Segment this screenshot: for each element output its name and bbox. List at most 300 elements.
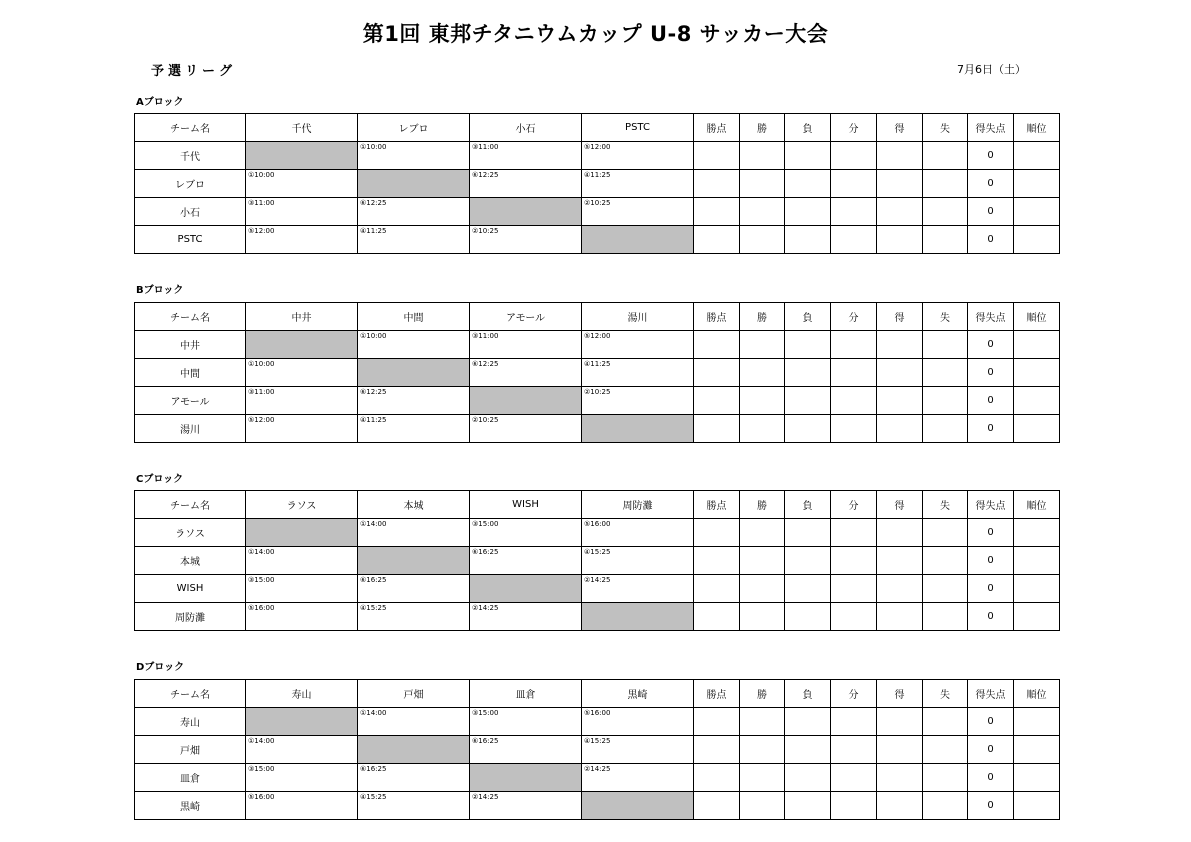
match-time: ⑥12:25 xyxy=(472,171,499,179)
header-stat: 分 xyxy=(831,680,877,708)
match-time: ③11:00 xyxy=(248,199,275,207)
match-cell[interactable] xyxy=(358,331,470,359)
stat-cell[interactable] xyxy=(785,575,831,603)
stat-cell[interactable] xyxy=(740,792,785,820)
team-name-cell: レブロ xyxy=(135,170,246,198)
stat-cell[interactable] xyxy=(740,359,785,387)
header-team-column: 中間 xyxy=(358,303,470,331)
match-cell[interactable] xyxy=(582,170,694,198)
stat-cell[interactable] xyxy=(877,387,923,415)
match-time: ③15:00 xyxy=(472,709,499,717)
header-team-column: 皿倉 xyxy=(470,680,582,708)
header-stat: 勝点 xyxy=(694,303,740,331)
team-row xyxy=(135,415,1060,443)
stat-cell[interactable] xyxy=(923,359,968,387)
match-cell[interactable] xyxy=(582,736,694,764)
stat-cell[interactable] xyxy=(694,142,740,170)
team-row xyxy=(135,764,1060,792)
self-match-cell xyxy=(358,547,470,575)
rank-cell[interactable] xyxy=(1014,764,1060,792)
match-cell[interactable] xyxy=(582,198,694,226)
stat-cell[interactable] xyxy=(877,547,923,575)
match-cell[interactable] xyxy=(246,736,358,764)
header-stat: 勝 xyxy=(740,680,785,708)
header-team-column: PSTC xyxy=(582,114,694,142)
team-name-cell: WISH xyxy=(135,575,246,603)
header-stat: 得 xyxy=(877,114,923,142)
goal-diff-cell: 0 xyxy=(968,359,1014,387)
stat-cell[interactable] xyxy=(877,603,923,631)
stat-cell[interactable] xyxy=(740,331,785,359)
stat-cell[interactable] xyxy=(831,387,877,415)
stat-cell[interactable] xyxy=(831,736,877,764)
match-time: ③11:00 xyxy=(248,388,275,396)
team-name-cell: 小石 xyxy=(135,198,246,226)
match-time: ②14:25 xyxy=(472,604,499,612)
stat-cell[interactable] xyxy=(785,764,831,792)
league-table xyxy=(134,302,1060,443)
header-team-column: 黒崎 xyxy=(582,680,694,708)
rank-cell[interactable] xyxy=(1014,708,1060,736)
goal-diff-cell: 0 xyxy=(968,170,1014,198)
self-match-cell xyxy=(582,226,694,254)
match-cell[interactable] xyxy=(582,764,694,792)
stat-cell[interactable] xyxy=(923,764,968,792)
team-name-cell: 中間 xyxy=(135,359,246,387)
stat-cell[interactable] xyxy=(831,792,877,820)
team-name-cell: 周防灘 xyxy=(135,603,246,631)
match-time: ①10:00 xyxy=(248,171,275,179)
match-cell[interactable] xyxy=(358,142,470,170)
match-time: ②14:25 xyxy=(584,765,611,773)
stat-cell[interactable] xyxy=(923,547,968,575)
section-subtitle: 予選リーグ xyxy=(151,64,237,79)
team-row xyxy=(135,331,1060,359)
match-time: ②10:25 xyxy=(584,388,611,396)
match-cell[interactable] xyxy=(246,792,358,820)
stat-cell[interactable] xyxy=(831,764,877,792)
stat-cell[interactable] xyxy=(740,415,785,443)
header-stat: 得失点 xyxy=(968,491,1014,519)
match-time: ⑥12:25 xyxy=(472,360,499,368)
team-name-cell: PSTC xyxy=(135,226,246,254)
stat-cell[interactable] xyxy=(694,359,740,387)
page-title: 第1回 東邦チタニウムカップ U-8 サッカー大会 xyxy=(362,22,829,46)
self-match-cell xyxy=(358,359,470,387)
rank-cell[interactable] xyxy=(1014,142,1060,170)
stat-cell[interactable] xyxy=(877,415,923,443)
rank-cell[interactable] xyxy=(1014,359,1060,387)
match-time: ②10:25 xyxy=(584,199,611,207)
stat-cell[interactable] xyxy=(785,736,831,764)
stat-cell[interactable] xyxy=(831,547,877,575)
stat-cell[interactable] xyxy=(785,142,831,170)
match-cell[interactable] xyxy=(582,708,694,736)
self-match-cell xyxy=(470,575,582,603)
header-team-column: ラソス xyxy=(246,491,358,519)
match-cell[interactable] xyxy=(582,359,694,387)
header-team-column: 小石 xyxy=(470,114,582,142)
header-team-column: 寿山 xyxy=(246,680,358,708)
event-date: 7月6日（土） xyxy=(957,63,1026,76)
self-match-cell xyxy=(358,736,470,764)
self-match-cell xyxy=(246,331,358,359)
header-stat: 負 xyxy=(785,114,831,142)
stat-cell[interactable] xyxy=(831,519,877,547)
stat-cell[interactable] xyxy=(694,764,740,792)
stat-cell[interactable] xyxy=(877,226,923,254)
team-name-cell: 千代 xyxy=(135,142,246,170)
header-stat: 分 xyxy=(831,114,877,142)
match-cell[interactable] xyxy=(358,792,470,820)
goal-diff-cell: 0 xyxy=(968,792,1014,820)
match-cell[interactable] xyxy=(358,575,470,603)
header-team-name: チーム名 xyxy=(135,303,246,331)
header-team-column: 戸畑 xyxy=(358,680,470,708)
match-time: ①10:00 xyxy=(248,360,275,368)
stat-cell[interactable] xyxy=(740,547,785,575)
header-stat: 得 xyxy=(877,303,923,331)
stat-cell[interactable] xyxy=(923,387,968,415)
match-cell[interactable] xyxy=(470,331,582,359)
team-row xyxy=(135,359,1060,387)
rank-cell[interactable] xyxy=(1014,170,1060,198)
match-cell[interactable] xyxy=(582,547,694,575)
rank-cell[interactable] xyxy=(1014,226,1060,254)
stat-cell[interactable] xyxy=(831,170,877,198)
stat-cell[interactable] xyxy=(923,519,968,547)
stat-cell[interactable] xyxy=(694,792,740,820)
match-cell[interactable] xyxy=(246,387,358,415)
stat-cell[interactable] xyxy=(694,198,740,226)
match-cell[interactable] xyxy=(582,519,694,547)
header-stat: 失 xyxy=(923,303,968,331)
goal-diff-cell: 0 xyxy=(968,764,1014,792)
stat-cell[interactable] xyxy=(740,226,785,254)
stat-cell[interactable] xyxy=(923,226,968,254)
team-row xyxy=(135,519,1060,547)
match-cell[interactable] xyxy=(246,170,358,198)
team-name-cell: 黒崎 xyxy=(135,792,246,820)
team-row xyxy=(135,170,1060,198)
match-time: ④11:25 xyxy=(584,360,611,368)
match-time: ⑤16:00 xyxy=(584,709,611,717)
match-time: ⑥16:25 xyxy=(472,548,499,556)
match-time: ⑤16:00 xyxy=(248,793,275,801)
stat-cell[interactable] xyxy=(740,736,785,764)
block-label: Dブロック xyxy=(136,662,185,673)
match-time: ④11:25 xyxy=(360,416,387,424)
header-stat: 勝点 xyxy=(694,491,740,519)
goal-diff-cell: 0 xyxy=(968,708,1014,736)
self-match-cell xyxy=(470,764,582,792)
stat-cell[interactable] xyxy=(877,198,923,226)
rank-cell[interactable] xyxy=(1014,331,1060,359)
match-cell[interactable] xyxy=(246,547,358,575)
match-cell[interactable] xyxy=(582,387,694,415)
match-cell[interactable] xyxy=(358,415,470,443)
stat-cell[interactable] xyxy=(740,170,785,198)
team-name-cell: ラソス xyxy=(135,519,246,547)
match-cell[interactable] xyxy=(246,198,358,226)
header-stat: 負 xyxy=(785,491,831,519)
stat-cell[interactable] xyxy=(923,736,968,764)
goal-diff-cell: 0 xyxy=(968,519,1014,547)
match-cell[interactable] xyxy=(246,575,358,603)
match-time: ⑤16:00 xyxy=(248,604,275,612)
stat-cell[interactable] xyxy=(831,142,877,170)
stat-cell[interactable] xyxy=(740,708,785,736)
stat-cell[interactable] xyxy=(694,415,740,443)
goal-diff-cell: 0 xyxy=(968,575,1014,603)
stat-cell[interactable] xyxy=(785,359,831,387)
match-time: ⑥16:25 xyxy=(472,737,499,745)
rank-cell[interactable] xyxy=(1014,387,1060,415)
match-cell[interactable] xyxy=(358,387,470,415)
match-cell[interactable] xyxy=(358,226,470,254)
stat-cell[interactable] xyxy=(740,575,785,603)
header-team-name: チーム名 xyxy=(135,680,246,708)
header-stat: 得 xyxy=(877,680,923,708)
header-team-name: チーム名 xyxy=(135,491,246,519)
team-row xyxy=(135,198,1060,226)
header-team-column: 湯川 xyxy=(582,303,694,331)
stat-cell[interactable] xyxy=(877,764,923,792)
header-stat: 負 xyxy=(785,680,831,708)
match-cell[interactable] xyxy=(470,415,582,443)
header-team-column: 中井 xyxy=(246,303,358,331)
match-time: ④11:25 xyxy=(360,227,387,235)
stat-cell[interactable] xyxy=(923,603,968,631)
team-name-cell: 皿倉 xyxy=(135,764,246,792)
team-row xyxy=(135,792,1060,820)
match-time: ⑤12:00 xyxy=(248,227,275,235)
stat-cell[interactable] xyxy=(785,226,831,254)
team-row xyxy=(135,603,1060,631)
stat-cell[interactable] xyxy=(831,331,877,359)
goal-diff-cell: 0 xyxy=(968,415,1014,443)
stat-cell[interactable] xyxy=(694,575,740,603)
header-stat: 勝 xyxy=(740,114,785,142)
goal-diff-cell: 0 xyxy=(968,736,1014,764)
stat-cell[interactable] xyxy=(694,708,740,736)
header-stat: 得失点 xyxy=(968,303,1014,331)
stat-cell[interactable] xyxy=(740,519,785,547)
stat-cell[interactable] xyxy=(785,170,831,198)
header-stat: 得失点 xyxy=(968,114,1014,142)
stat-cell[interactable] xyxy=(694,547,740,575)
match-cell[interactable] xyxy=(246,764,358,792)
stat-cell[interactable] xyxy=(740,142,785,170)
stat-cell[interactable] xyxy=(694,170,740,198)
stat-cell[interactable] xyxy=(831,603,877,631)
header-stat: 得 xyxy=(877,491,923,519)
self-match-cell xyxy=(246,519,358,547)
stat-cell[interactable] xyxy=(877,331,923,359)
rank-cell[interactable] xyxy=(1014,575,1060,603)
match-cell[interactable] xyxy=(582,331,694,359)
match-cell[interactable] xyxy=(358,603,470,631)
goal-diff-cell: 0 xyxy=(968,331,1014,359)
stat-cell[interactable] xyxy=(877,792,923,820)
stat-cell[interactable] xyxy=(785,547,831,575)
stat-cell[interactable] xyxy=(923,198,968,226)
match-cell[interactable] xyxy=(246,226,358,254)
match-cell[interactable] xyxy=(470,226,582,254)
header-stat: 分 xyxy=(831,491,877,519)
match-time: ②10:25 xyxy=(472,416,499,424)
header-team-column: アモール xyxy=(470,303,582,331)
match-time: ④15:25 xyxy=(360,793,387,801)
stat-cell[interactable] xyxy=(923,708,968,736)
match-time: ⑥12:25 xyxy=(360,388,387,396)
stat-cell[interactable] xyxy=(785,603,831,631)
header-stat: 勝点 xyxy=(694,114,740,142)
stat-cell[interactable] xyxy=(785,519,831,547)
match-time: ③15:00 xyxy=(248,765,275,773)
header-row xyxy=(135,491,1060,519)
header-stat: 負 xyxy=(785,303,831,331)
stat-cell[interactable] xyxy=(694,331,740,359)
stat-cell[interactable] xyxy=(785,708,831,736)
self-match-cell xyxy=(470,198,582,226)
stat-cell[interactable] xyxy=(877,359,923,387)
stat-cell[interactable] xyxy=(877,519,923,547)
stat-cell[interactable] xyxy=(877,736,923,764)
match-time: ④15:25 xyxy=(584,737,611,745)
goal-diff-cell: 0 xyxy=(968,387,1014,415)
match-time: ①10:00 xyxy=(360,143,387,151)
match-time: ⑤12:00 xyxy=(584,332,611,340)
header-stat: 順位 xyxy=(1014,491,1060,519)
stat-cell[interactable] xyxy=(831,415,877,443)
goal-diff-cell: 0 xyxy=(968,547,1014,575)
stat-cell[interactable] xyxy=(923,170,968,198)
stat-cell[interactable] xyxy=(785,387,831,415)
stat-cell[interactable] xyxy=(785,415,831,443)
match-cell[interactable] xyxy=(470,792,582,820)
rank-cell[interactable] xyxy=(1014,603,1060,631)
match-cell[interactable] xyxy=(246,415,358,443)
header-row xyxy=(135,680,1060,708)
stat-cell[interactable] xyxy=(831,359,877,387)
match-time: ①14:00 xyxy=(248,737,275,745)
match-cell[interactable] xyxy=(358,708,470,736)
team-row xyxy=(135,226,1060,254)
header-stat: 順位 xyxy=(1014,114,1060,142)
stat-cell[interactable] xyxy=(740,603,785,631)
goal-diff-cell: 0 xyxy=(968,603,1014,631)
stat-cell[interactable] xyxy=(785,198,831,226)
stat-cell[interactable] xyxy=(877,170,923,198)
match-cell[interactable] xyxy=(470,519,582,547)
header-stat: 分 xyxy=(831,303,877,331)
match-cell[interactable] xyxy=(470,142,582,170)
match-cell[interactable] xyxy=(470,547,582,575)
match-cell[interactable] xyxy=(358,519,470,547)
stat-cell[interactable] xyxy=(694,736,740,764)
goal-diff-cell: 0 xyxy=(968,198,1014,226)
match-time: ③15:00 xyxy=(472,520,499,528)
match-cell[interactable] xyxy=(470,170,582,198)
self-match-cell xyxy=(246,708,358,736)
self-match-cell xyxy=(582,415,694,443)
stat-cell[interactable] xyxy=(831,708,877,736)
block-label: Cブロック xyxy=(136,474,184,485)
stat-cell[interactable] xyxy=(877,142,923,170)
match-time: ⑤12:00 xyxy=(584,143,611,151)
stat-cell[interactable] xyxy=(785,331,831,359)
match-time: ⑤16:00 xyxy=(584,520,611,528)
match-cell[interactable] xyxy=(358,764,470,792)
rank-cell[interactable] xyxy=(1014,792,1060,820)
stat-cell[interactable] xyxy=(831,198,877,226)
match-cell[interactable] xyxy=(582,575,694,603)
match-time: ①14:00 xyxy=(360,709,387,717)
self-match-cell xyxy=(582,603,694,631)
header-stat: 失 xyxy=(923,680,968,708)
match-cell[interactable] xyxy=(246,359,358,387)
stat-cell[interactable] xyxy=(694,603,740,631)
rank-cell[interactable] xyxy=(1014,519,1060,547)
stat-cell[interactable] xyxy=(831,226,877,254)
header-stat: 失 xyxy=(923,114,968,142)
header-team-column: WISH xyxy=(470,491,582,519)
match-time: ①14:00 xyxy=(360,520,387,528)
rank-cell[interactable] xyxy=(1014,547,1060,575)
match-cell[interactable] xyxy=(582,142,694,170)
match-time: ⑥16:25 xyxy=(360,576,387,584)
match-time: ③15:00 xyxy=(248,576,275,584)
goal-diff-cell: 0 xyxy=(968,226,1014,254)
match-cell[interactable] xyxy=(246,603,358,631)
stat-cell[interactable] xyxy=(740,764,785,792)
match-cell[interactable] xyxy=(358,198,470,226)
stat-cell[interactable] xyxy=(923,142,968,170)
match-time: ④15:25 xyxy=(584,548,611,556)
stat-cell[interactable] xyxy=(923,331,968,359)
stat-cell[interactable] xyxy=(694,226,740,254)
header-team-name: チーム名 xyxy=(135,114,246,142)
match-time: ④11:25 xyxy=(584,171,611,179)
match-time: ①10:00 xyxy=(360,332,387,340)
league-table xyxy=(134,679,1060,820)
stat-cell[interactable] xyxy=(740,387,785,415)
team-name-cell: 戸畑 xyxy=(135,736,246,764)
match-cell[interactable] xyxy=(470,708,582,736)
stat-cell[interactable] xyxy=(740,198,785,226)
rank-cell[interactable] xyxy=(1014,415,1060,443)
stat-cell[interactable] xyxy=(694,519,740,547)
stat-cell[interactable] xyxy=(831,575,877,603)
stat-cell[interactable] xyxy=(877,708,923,736)
stat-cell[interactable] xyxy=(923,575,968,603)
stat-cell[interactable] xyxy=(877,575,923,603)
header-row xyxy=(135,303,1060,331)
match-cell[interactable] xyxy=(470,359,582,387)
stat-cell[interactable] xyxy=(923,415,968,443)
header-team-column: レブロ xyxy=(358,114,470,142)
stat-cell[interactable] xyxy=(785,792,831,820)
header-stat: 失 xyxy=(923,491,968,519)
stat-cell[interactable] xyxy=(923,792,968,820)
match-cell[interactable] xyxy=(470,603,582,631)
rank-cell[interactable] xyxy=(1014,736,1060,764)
stat-cell[interactable] xyxy=(694,387,740,415)
team-row xyxy=(135,387,1060,415)
match-cell[interactable] xyxy=(470,736,582,764)
rank-cell[interactable] xyxy=(1014,198,1060,226)
